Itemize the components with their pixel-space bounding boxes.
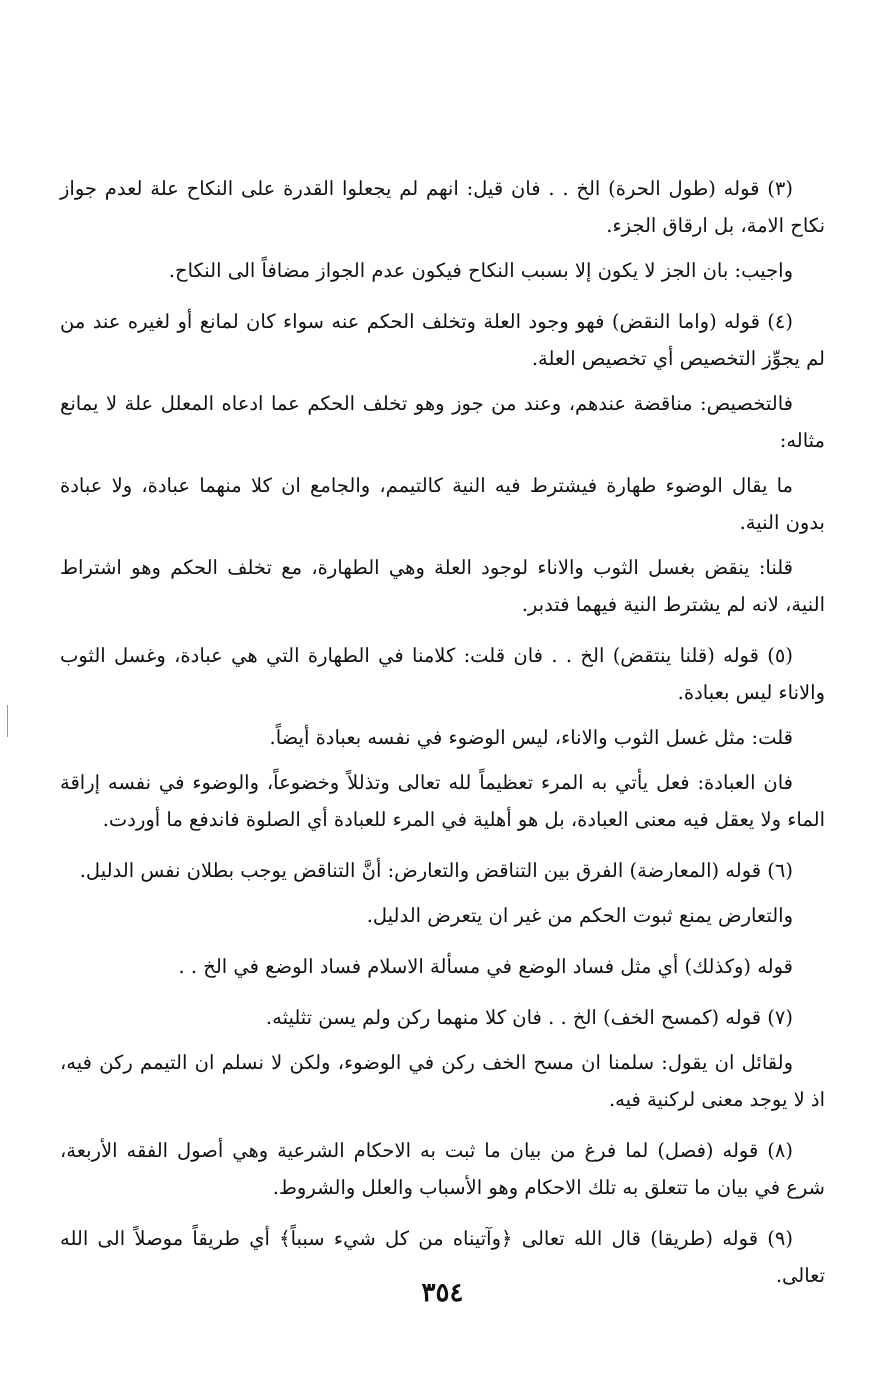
note-5-reply: قلت: مثل غسل الثوب والاناء، ليس الوضوء في نفسه بعبادة أيضاً.: [269, 726, 793, 749]
scan-margin-mark: [7, 705, 8, 737]
note-7: (٧) قوله (كمسح الخف) الخ . . فان كلا منهما ركن ولم يسن تثليثه.: [265, 1006, 793, 1029]
note-4-reply: قلنا: ينقض بغسل الثوب والاناء لوجود العلة وهي الطهارة، مع تخلف الحكم وهو اشتراط النية، لانه لم يشترط النية فيهما فتدبر.: [60, 556, 825, 616]
note-4: (٤) قوله (واما النقض) فهو وجود العلة وتخلف الحكم عنه سواء كان لمانع أو لغيره عند من لم يجوِّز التخصيص أي تخصيص العلة.: [60, 310, 825, 370]
note-5-ibada: فان العبادة: فعل يأتي به المرء تعظيماً لله تعالى وتذللاً وخضوعاً، والوضوء في نفسه إراقة الماء ولا يعقل فيه معنى العبادة، بل هو أهلية في المرء للعبادة أي الصلوة فاندفع ما أوردت.: [60, 771, 825, 831]
note-4-example: ما يقال الوضوء طهارة فيشترط فيه النية كالتيمم، والجامع ان كلا منهما عبادة، ولا عبادة بدون النية.: [60, 474, 825, 534]
note-9: (٩) قوله (طريقا) قال الله تعالى ﴿وآتيناه من كل شيء سبباً﴾ أي طريقاً موصلاً الى الله تعالى.: [60, 1227, 825, 1287]
note-6-taarud: والتعارض يمنع ثبوت الحكم من غير ان يتعرض الدليل.: [366, 904, 793, 927]
page-body: [60, 170, 825, 1302]
note-3-answer: واجيب: بان الجز لا يكون إلا بسبب النكاح فيكون عدم الجواز مضافاً الى النكاح.: [168, 259, 793, 282]
note-5: (٥) قوله (قلنا ينتقض) الخ . . فان قلت: كلامنا في الطهارة التي هي عبادة، وغسل الثوب والاناء ليس بعبادة.: [60, 644, 825, 704]
note-6: (٦) قوله (المعارضة) الفرق بين التناقض والتعارض: أنَّ التناقض يوجب بطلان نفس الدليل.: [79, 859, 793, 882]
page-number: ٣٥٤: [421, 1278, 464, 1308]
note-4-takhsis: فالتخصيص: مناقضة عندهم، وعند من جوز وهو تخلف الحكم عما ادعاه المعلل علة لا يمانع مثاله:: [60, 392, 825, 452]
note-6-kadhalik: قوله (وكذلك) أي مثل فساد الوضع في مسألة الاسلام فساد الوضع في الخ . .: [178, 955, 793, 978]
note-7-objection: ولقائل ان يقول: سلمنا ان مسح الخف ركن في الوضوء، ولكن لا نسلم ان التيمم ركن فيه، اذ لا يوجد معنى لركنية فيه.: [60, 1051, 825, 1111]
note-8: (٨) قوله (فصل) لما فرغ من بيان ما ثبت به الاحكام الشرعية وهي أصول الفقه الأربعة، شرع في بيان ما تتعلق به تلك الاحكام وهو الأسباب والعلل والشروط.: [60, 1139, 825, 1199]
note-3: (٣) قوله (طول الحرة) الخ . . فان قيل: انهم لم يجعلوا القدرة على النكاح علة لعدم جواز نكاح الامة، بل ارقاق الجزء.: [60, 177, 825, 237]
